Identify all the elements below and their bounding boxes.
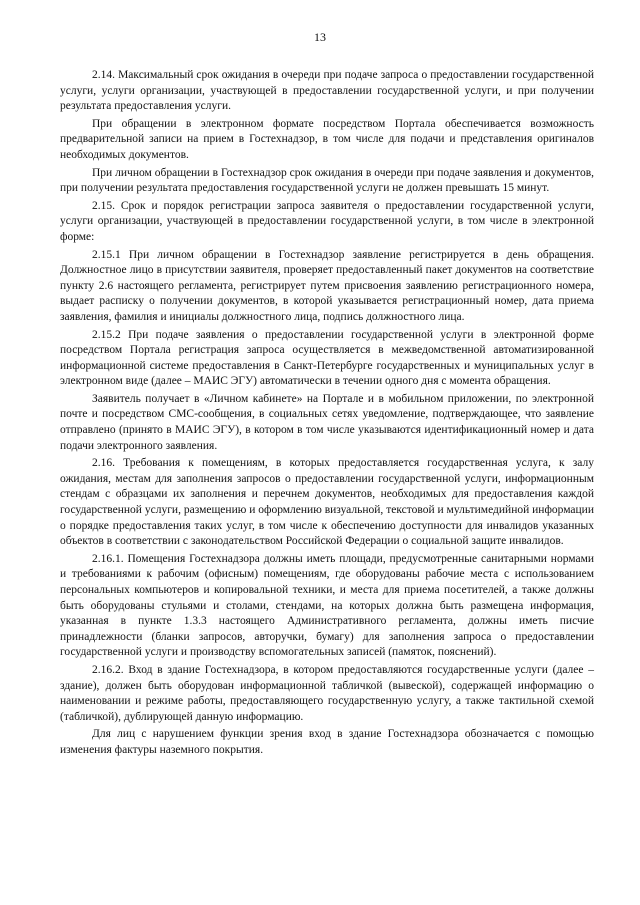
paragraph-2-14: 2.14. Максимальный срок ожидания в очереди при подаче запроса о предоставлении государственной услуги, услуги организации, участвующей в предоставлении государственной услуги, и при получении результата предоставления услуги. (60, 69, 594, 113)
paragraph-2-15: 2.15. Срок и порядок регистрации запроса заявителя о предоставлении государственной услуги, услуги организации, участвующей в предоставлении государственной услуги, в том числе в электронной форме: (60, 199, 594, 243)
paragraph-2-15-2: 2.15.2 При подаче заявления о предоставлении государственной услуги в электронной форме посредством Портала регистрация запроса осуществляется в межведомственной автоматизированной информационной системе предоставления в Санкт-Петербурге государственных и муниципальных услуг в электронном виде (далее – МАИС ЭГУ) автоматически в течении одного дня с момента обращения. (60, 328, 594, 388)
paragraph-2-16-2: 2.16.2. Вход в здание Гостехнадзора, в котором предоставляются государственные услуги (далее – здание), должен быть оборудован информационной табличкой (вывеской), содержащей информацию о наименовании и режиме работы, предоставляющего государственную услугу, а также тактильной схемой (табличкой), дублирующей данную информацию. (60, 663, 594, 723)
page-number: 13 (314, 30, 326, 44)
paragraph-queue-time: При личном обращении в Гостехнадзор срок ожидания в очереди при подаче заявления и документов, при получении результата предоставления государственной услуги не должен превышать 15 минут. (60, 166, 594, 195)
paragraph-vision-impaired: Для лиц с нарушением функции зрения вход в здание Гостехнадзора обозначается с помощью изменения фактуры наземного покрытия. (60, 728, 594, 756)
paragraph-2-15-1: 2.15.1 При личном обращении в Гостехнадзор заявление регистрируется в день обращения. Должностное лицо в присутствии заявителя, проверяет предоставленный пакет документов на соответствие пункту 2.6 настоящего регламента, регистрирует путем присвоения заявлению регистрационного номера, выдает расписку о получении документов, в которой указывается регистрационный номер, дата приема заявления, фамилия и инициалы должностного лица, подпись должностного лица. (60, 248, 594, 323)
paragraph-2-16: 2.16. Требования к помещениям, в которых предоставляется государственная услуга, к залу ожидания, местам для заполнения запросов о предоставлении государственной услуги, информационным стендам с образцами их заполнения и перечнем документов, необходимых для предоставления каждой государственной услуги, размещению и оформлению визуальной, текстовой и мультимедийной информации о порядке предоставления таких услуг, в том числе к обеспечению доступности для инвалидов указанных объектов в соответствии с законодательством Российской Федерации о социальной защите инвалидов. (60, 457, 594, 548)
paragraph-electronic-appointment: При обращении в электронном формате посредством Портала обеспечивается возможность предварительной записи на прием в Гостехнадзор, в том числе для подачи и представления оригиналов необходимых документов. (60, 117, 594, 161)
document-body (60, 68, 594, 761)
paragraph-2-16-1: 2.16.1. Помещения Гостехнадзора должны иметь площади, предусмотренные санитарными нормами и требованиями к рабочим (офисным) помещениям, где оборудованы рабочие места с использованием персональных компьютеров и копировальной техники, и места для приема посетителей, а также должны быть оборудованы стульями и столами, стендами, на которых должна быть размещена информация, указанная в пункте 1.3.3 настоящего Административного регламента, должны иметь писчие принадлежности (бланки запросов, авторучки, бумагу) для заполнения запроса о предоставлении государственной услуги и производству вспомогательных записей (памяток, пояснений). (60, 552, 594, 659)
paragraph-applicant-notification: Заявитель получает в «Личном кабинете» на Портале и в мобильном приложении, по электронной почте и посредством СМС-сообщения, в социальных сетях уведомление, подтверждающее, что заявление отправлено (принято в МАИС ЭГУ), в котором в том числе указываются идентификационный номер и дата подачи электронного заявления. (60, 392, 594, 452)
